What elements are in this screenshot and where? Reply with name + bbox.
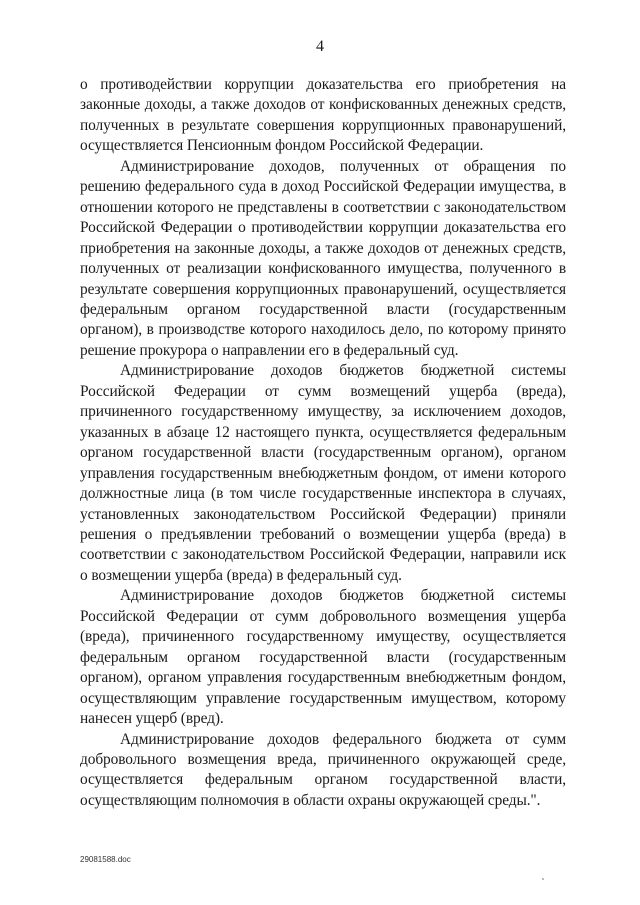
- paragraph-confiscated-property: Администрирование доходов, полученных от обращения по решению федерального суда в доход Российской Федерации имущества, в отношении которого не представлены в соответствии с законодательством Российской Федерации о противодействии коррупции доказательства его приобретения на законные доходы, а также доходов от денежных средств, полученных от реализации конфискованного имущества, полученного в результате совершения коррупционных правонарушений, осуществляется федеральным органом государственной власти (государственным органом), в производстве которого находилось дело, по которому принято решение прокурора о направлении его в федеральный суд.: [80, 157, 566, 359]
- document-filename: 29081588.doc: [80, 855, 131, 864]
- scan-speck: [542, 878, 544, 880]
- paragraph-damage-compensation: Администрирование доходов бюджетов бюджетной системы Российской Федерации от сумм возмещений ущерба (вреда), причиненного государственному имуществу, за исключением доходов, указанных в абзаце 12 настоящего пункта, осуществляется федеральным органом государственной власти (государственным органом), органом управления государственным внебюджетным фондом, от имени которого должностные лица (в том числе государственные инспектора в случаях, установленных законодательством Российской Федерации) приняли решения о предъявлении требований о возмещении ущерба (вреда) в соответствии с законодательством Российской Федерации, направили иск о возмещении ущерба (вреда) в федеральный суд.: [80, 362, 566, 584]
- paragraph-environmental-damage: Администрирование доходов федерального бюджета от сумм добровольного возмещения вреда, причиненного окружающей среде, осуществляется федеральным органом государственной власти, осуществляющим полномочия в области охраны окружающей среды.".: [80, 730, 566, 809]
- paragraph-voluntary-compensation: Администрирование доходов бюджетов бюджетной системы Российской Федерации от сумм добровольного возмещения ущерба (вреда), причиненного государственному имуществу, осуществляется федеральным органом государственной власти (государственным органом), органом управления государственным внебюджетным фондом, осуществляющим управление государственным имуществом, которому нанесен ущерб (вред).: [80, 587, 566, 728]
- document-body: [80, 75, 566, 811]
- page-number: 4: [316, 38, 324, 55]
- paragraph-continuation: о противодействии коррупции доказательства его приобретения на законные доходы, а также доходов от конфискованных денежных средств, полученных в результате совершения коррупционных правонарушений, осуществляется Пенсионным фондом Российской Федерации.: [80, 76, 566, 155]
